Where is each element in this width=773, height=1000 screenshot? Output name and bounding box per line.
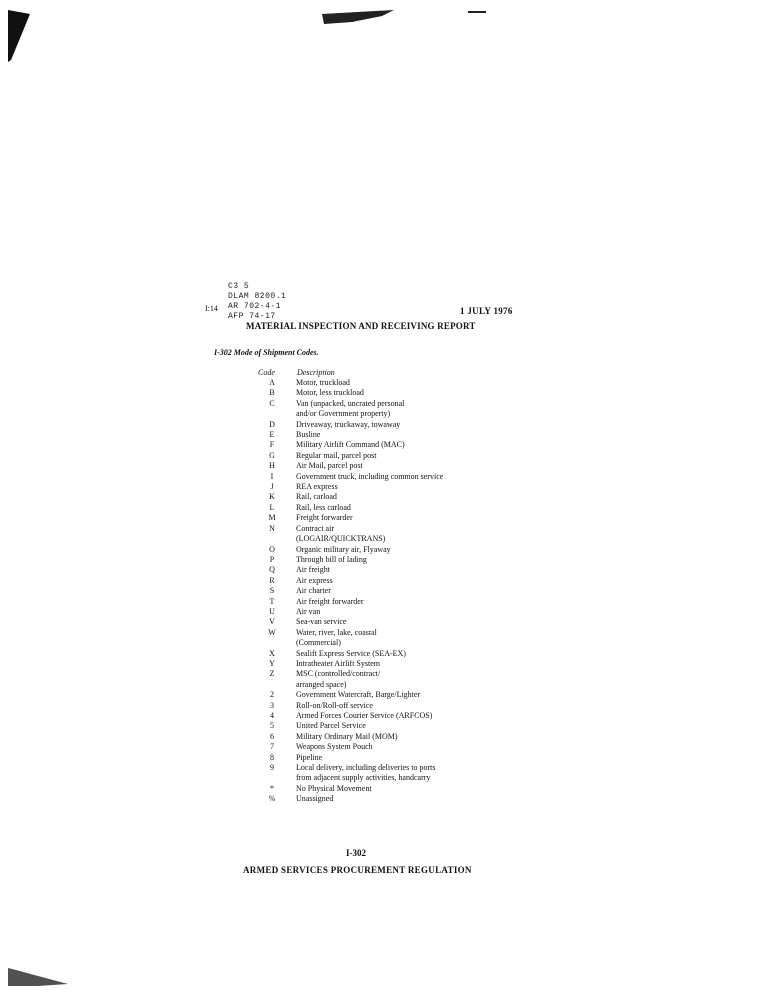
code-column-header: Code	[258, 368, 275, 377]
shipment-code: Q	[269, 565, 275, 575]
shipment-description: Air charter	[296, 586, 331, 596]
table-row	[252, 721, 443, 731]
table-row	[252, 420, 443, 430]
margin-note: I:14	[205, 304, 218, 313]
table-row	[252, 784, 443, 794]
description-column-header: Description	[297, 368, 335, 377]
table-row	[252, 732, 443, 742]
shipment-description: Air Mail, parcel post	[296, 461, 363, 471]
table-row	[252, 586, 443, 596]
shipment-description: Air van	[296, 606, 321, 616]
shipment-code: U	[269, 606, 275, 616]
shipment-code: G	[269, 450, 275, 460]
shipment-description: Weapons System Pouch	[296, 742, 373, 752]
shipment-description: Roll-on/Roll-off service	[296, 700, 373, 710]
shipment-description: Rail, carload	[296, 492, 337, 502]
shipment-description: Air freight	[296, 565, 330, 575]
table-row	[252, 742, 443, 752]
shipment-code: B	[269, 388, 275, 398]
shipment-description: Unassigned	[296, 794, 334, 804]
shipment-code	[252, 773, 292, 783]
shipment-description: No Physical Movement	[296, 783, 372, 793]
shipment-code: C	[269, 398, 275, 408]
table-row	[252, 659, 443, 669]
shipment-description: Motor, less truckload	[296, 388, 364, 398]
shipment-description: Government truck, including common service	[296, 471, 444, 481]
shipment-description: Rail, less carload	[296, 502, 351, 512]
shipment-description: Busline	[296, 430, 321, 440]
shipment-code: W	[268, 627, 276, 637]
shipment-code: R	[269, 575, 275, 585]
shipment-code: N	[269, 523, 275, 533]
shipment-description: Regular mail, parcel post	[296, 450, 377, 460]
shipment-code: J	[270, 482, 274, 492]
scan-smudge-top	[322, 10, 397, 26]
shipment-code: 9	[270, 763, 274, 773]
shipment-code: 2	[270, 690, 274, 700]
table-row	[252, 565, 443, 575]
shipment-description: (Commercial)	[296, 638, 341, 648]
shipment-description: Sea-van service	[296, 617, 347, 627]
table-row	[252, 513, 443, 523]
shipment-description: United Parcel Service	[296, 721, 366, 731]
table-row	[252, 492, 443, 502]
shipment-description: Air express	[296, 575, 333, 585]
shipment-code: 5	[270, 721, 274, 731]
shipment-code: M	[268, 513, 276, 523]
shipment-code: D	[269, 419, 275, 429]
shipment-description: Government Watercraft, Barge/Lighter	[296, 690, 421, 700]
scan-corner-mark	[8, 10, 32, 64]
shipment-code	[252, 638, 292, 648]
table-row	[252, 482, 443, 492]
shipment-description: Pipeline	[296, 752, 323, 762]
shipment-code	[252, 409, 292, 419]
shipment-description: Driveaway, truckaway, towaway	[296, 419, 401, 429]
table-row	[252, 617, 443, 627]
shipment-code: 3	[270, 700, 274, 710]
shipment-code: L	[269, 502, 275, 512]
table-row	[252, 773, 443, 783]
shipment-code: V	[269, 617, 275, 627]
table-row	[252, 690, 443, 700]
shipment-code	[252, 680, 292, 690]
document-title: MATERIAL INSPECTION AND RECEIVING REPORT	[246, 321, 476, 331]
shipment-description: MSC (controlled/contract/	[296, 669, 381, 679]
shipment-code: I	[270, 471, 274, 481]
header-line-3: AR 702-4-1	[228, 302, 282, 311]
shipment-code: X	[269, 648, 275, 658]
table-row	[252, 524, 443, 534]
shipment-code: T	[269, 596, 275, 606]
shipment-code: 6	[270, 731, 274, 741]
table-row	[252, 545, 443, 555]
table-row	[252, 607, 443, 617]
scan-dash-top	[468, 10, 488, 14]
table-row	[252, 503, 443, 513]
header-line-2: DLAM 8200.1	[228, 292, 287, 301]
shipment-description: Armed Forces Courier Service (ARFCOS)	[296, 711, 433, 720]
table-row	[252, 388, 443, 398]
shipment-code: F	[269, 440, 275, 450]
table-row	[252, 378, 443, 388]
table-row	[252, 451, 443, 461]
shipment-description: arranged space)	[296, 679, 347, 689]
table-row	[252, 440, 443, 450]
table-row	[252, 669, 443, 679]
table-row	[252, 472, 443, 482]
shipment-code: 8	[270, 752, 274, 762]
shipment-description: Intratheater Airlift System	[296, 658, 380, 668]
shipment-code: Y	[269, 658, 275, 668]
document-date: 1 JULY 1976	[460, 306, 513, 316]
shipment-description: and/or Government property)	[296, 409, 391, 419]
page-number: I-302	[346, 848, 366, 858]
table-row	[252, 638, 443, 648]
table-row	[252, 711, 443, 721]
table-row	[252, 701, 443, 711]
scan-corner-bottom	[8, 968, 70, 988]
shipment-code: 4	[270, 711, 274, 720]
shipment-description: Contract air	[296, 523, 334, 533]
shipment-code: Z	[269, 669, 275, 679]
regulation-title: ARMED SERVICES PROCUREMENT REGULATION	[243, 865, 472, 875]
shipment-description: from adjacent supply activities, handcarry	[296, 773, 431, 783]
table-row	[252, 794, 443, 804]
table-row	[252, 576, 443, 586]
shipment-codes-table	[252, 378, 443, 805]
table-row	[252, 430, 443, 440]
table-row	[252, 555, 443, 565]
shipment-code: 7	[270, 742, 274, 752]
shipment-description: Sealift Express Service (SEA-EX)	[296, 648, 406, 658]
shipment-description: Freight forwarder	[296, 513, 353, 523]
table-row	[252, 753, 443, 763]
shipment-code: O	[269, 544, 275, 554]
shipment-description: Local delivery, including deliveries to ports	[296, 763, 436, 773]
shipment-description: Van (unpacked, uncrated personal	[296, 398, 405, 408]
shipment-description: (LOGAIR/QUICKTRANS)	[296, 534, 386, 544]
shipment-code: %	[268, 794, 276, 804]
shipment-code: S	[269, 586, 275, 596]
shipment-code: *	[270, 783, 274, 793]
table-row	[252, 763, 443, 773]
table-row	[252, 628, 443, 638]
section-heading: I-302 Mode of Shipment Codes.	[214, 348, 319, 357]
header-line-4: AFP 74-17	[228, 312, 276, 321]
header-line-1: C3 5	[228, 282, 250, 291]
table-row	[252, 649, 443, 659]
shipment-description: Water, river, lake, coastal	[296, 627, 377, 637]
table-row	[252, 399, 443, 409]
table-row	[252, 534, 443, 544]
table-row	[252, 597, 443, 607]
shipment-code: K	[269, 492, 275, 502]
shipment-code: H	[269, 461, 275, 471]
table-row	[252, 409, 443, 419]
shipment-code: E	[269, 430, 275, 440]
shipment-description: Air freight forwarder	[296, 596, 364, 606]
shipment-description: Organic military air, Flyaway	[296, 544, 391, 554]
table-row	[252, 461, 443, 471]
shipment-description: Motor, truckload	[296, 378, 350, 387]
shipment-description: REA express	[296, 482, 338, 492]
shipment-description: Military Ordinary Mail (MOM)	[296, 731, 398, 741]
shipment-description: Military Airlift Command (MAC)	[296, 440, 405, 450]
shipment-code: A	[269, 378, 275, 387]
shipment-code: P	[269, 554, 275, 564]
shipment-description: Through bill of lading	[296, 554, 367, 564]
table-row	[252, 680, 443, 690]
shipment-code	[252, 534, 292, 544]
